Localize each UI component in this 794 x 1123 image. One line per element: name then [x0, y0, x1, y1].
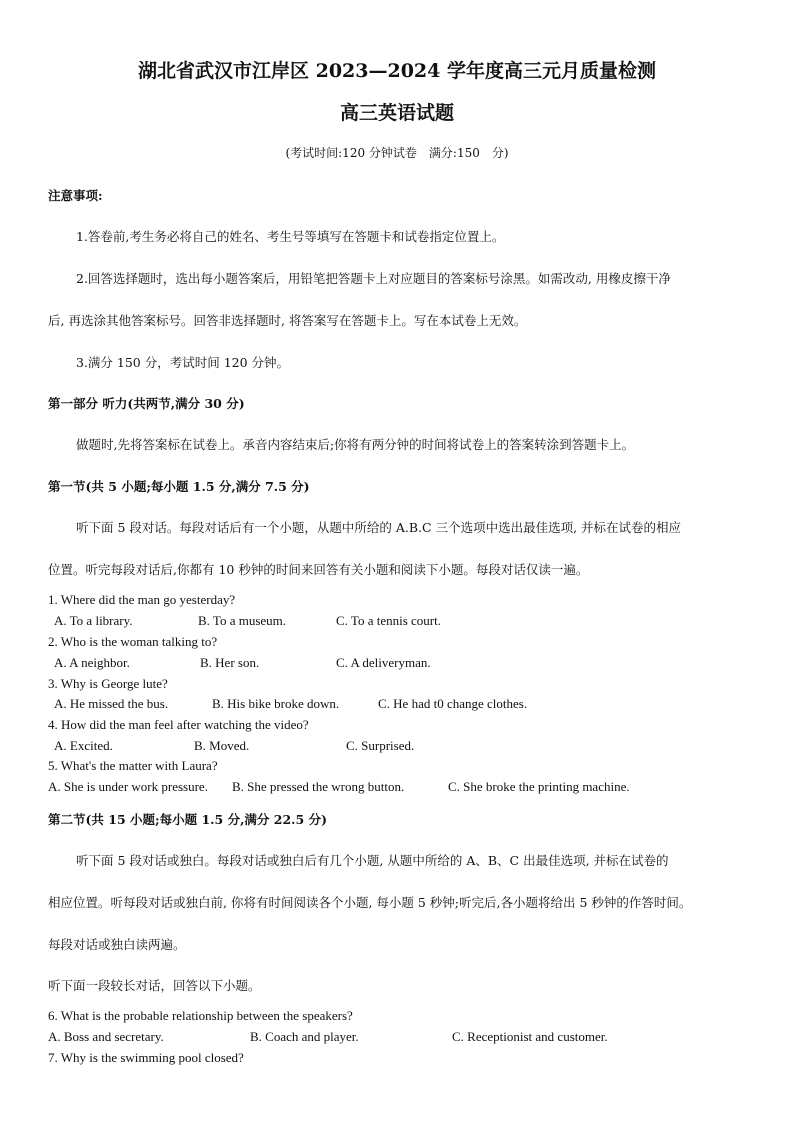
question-1-option-a: A. To a library.	[54, 613, 133, 628]
question-2-option-b: B. Her son.	[200, 655, 260, 670]
part1-instruction: 做题时,先将答案标在试卷上。承音内容结束后;你将有两分钟的时间将试卷上的答案转涂到答题卡上。	[76, 437, 635, 452]
question-2-option-a: A. A neighbor.	[54, 655, 130, 670]
question-5-option-c: C. She broke the printing machine.	[448, 779, 630, 794]
question-5-option-b: B. She pressed the wrong button.	[232, 779, 405, 794]
section2-instruction-line-3: 每段对话或独白读两遍。	[48, 937, 186, 952]
question-6-option-a: A. Boss and secretary.	[48, 1029, 164, 1044]
question-3-option-c: C. He had t0 change clothes.	[378, 696, 528, 711]
section1-instruction-line-1: 听下面 5 段对话。每段对话后有一个小题，从题中所给的 A.B.C 三个选项中选出最佳选项, 并标在试卷的相应	[76, 520, 682, 535]
exam-title: 湖北省武汉市江岸区 2023—2024 学年度高三元月质量检测	[138, 60, 656, 82]
question-1-option-c: C. To a tennis court.	[336, 613, 442, 628]
question-4-stem: 4. How did the man feel after watching the video?	[48, 717, 309, 732]
section1-heading: 第一节(共 5 小题;每小题 1.5 分,满分 7.5 分)	[48, 479, 310, 494]
exam-info: (考试时间:120 分钟试卷 满分:150 分)	[285, 146, 509, 160]
question-2-stem: 2. Who is the woman talking to?	[48, 634, 218, 649]
section2-lead: 听下面一段较长对话，回答以下小题。	[48, 978, 261, 993]
question-6-option-b: B. Coach and player.	[250, 1029, 359, 1044]
section2-instruction-line-2: 相应位置。听每段对话或独白前, 你将有时间阅读各个小题, 每小题 5 秒钟;听完后,各小题将给出 5 秒钟的作答时间。	[48, 895, 692, 910]
notes-item-1: 1.答卷前,考生务必将自己的姓名、考生号等填写在答题卡和试卷指定位置上。	[76, 229, 505, 244]
question-3-option-b: B. His bike broke down.	[212, 696, 340, 711]
section2-heading: 第二节(共 15 小题;每小题 1.5 分,满分 22.5 分)	[48, 812, 327, 827]
notes-item-2-line-1: 2.回答选择题时，选出每小题答案后，用铅笔把答题卡上对应题目的答案标号涂黑。如需改动, 用橡皮擦干净	[76, 271, 671, 286]
question-4-option-a: A. Excited.	[54, 738, 113, 753]
question-6-option-c: C. Receptionist and customer.	[452, 1029, 608, 1044]
question-4-option-c: C. Surprised.	[346, 738, 415, 753]
question-4-option-b: B. Moved.	[194, 738, 250, 753]
section1-instruction-line-2: 位置。听完每段对话后,你都有 10 秒钟的时间来回答有关小题和阅读下小题。每段对话仅读一遍。	[48, 562, 589, 577]
question-7-stem: 7. Why is the swimming pool closed?	[48, 1050, 244, 1065]
question-3-stem: 3. Why is George lute?	[48, 676, 168, 691]
notes-heading: 注意事项:	[48, 188, 103, 203]
question-2-option-c: C. A deliveryman.	[336, 655, 431, 670]
notes-item-2-line-2: 后, 再选涂其他答案标号。回答非选择题时, 将答案写在答题卡上。写在本试卷上无效。	[48, 313, 527, 328]
question-1-option-b: B. To a museum.	[198, 613, 287, 628]
question-1-stem: 1. Where did the man go yesterday?	[48, 592, 236, 607]
section2-instruction-line-1: 听下面 5 段对话或独白。每段对话或独白后有几个小题, 从题中所给的 A、B、C 出最佳选项, 并标在试卷的	[76, 853, 669, 868]
question-3-option-a: A. He missed the bus.	[54, 696, 169, 711]
question-5-option-a: A. She is under work pressure.	[48, 779, 208, 794]
question-6-stem: 6. What is the probable relationship between the speakers?	[48, 1008, 353, 1023]
part1-heading: 第一部分 听力(共两节,满分 30 分)	[48, 396, 245, 411]
exam-subject-title: 高三英语试题	[339, 102, 454, 124]
notes-item-3: 3.满分 150 分，考试时间 120 分钟。	[76, 355, 290, 370]
question-5-stem: 5. What's the matter with Laura?	[48, 758, 218, 773]
